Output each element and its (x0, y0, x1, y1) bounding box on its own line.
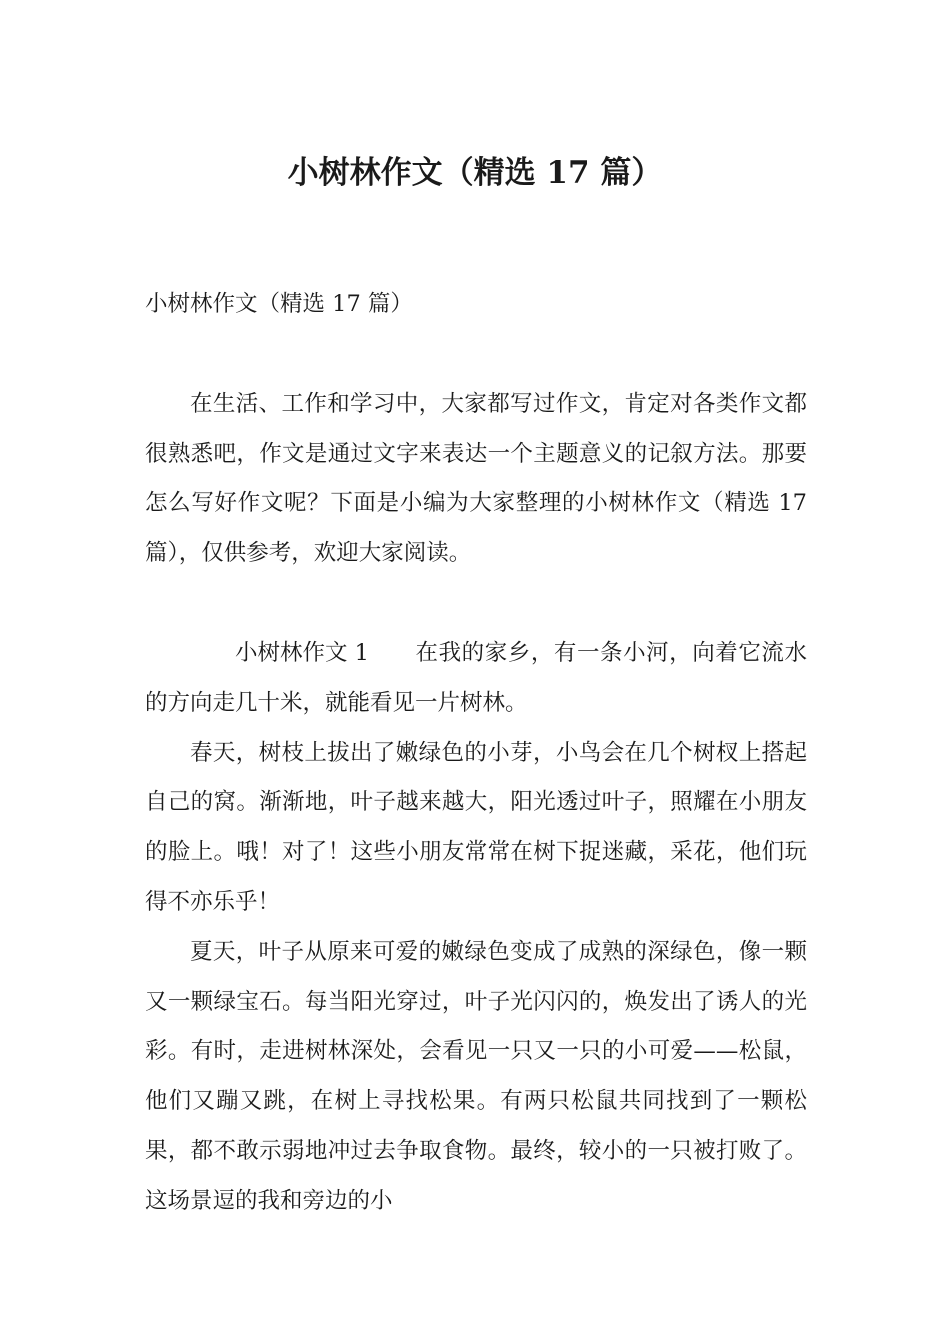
section-1-heading: 小树林作文 1 (235, 639, 369, 666)
intro-paragraph: 在生活、工作和学习中，大家都写过作文，肯定对各类作文都很熟悉吧，作文是通过文字来表达一个主题意义的记叙方法。那要怎么写好作文呢？下面是小编为大家整理的小树林作文（精选 17 篇），仅供参考，欢迎大家阅读。 (145, 390, 807, 567)
paragraph-spring: 春天，树枝上拔出了嫩绿色的小芽，小鸟会在几个树杈上搭起自己的窝。渐渐地，叶子越来越大，阳光透过叶子，照耀在小朋友的脸上。哦！对了！这些小朋友常常在树下捉迷藏，采花，他们玩得不亦乐乎！ (145, 739, 807, 915)
document-subtitle: 小树林作文（精选 17 篇） (145, 291, 413, 317)
document-title: 小树林作文（精选 17 篇） (287, 155, 663, 191)
paragraph-summer: 夏天，叶子从原来可爱的嫩绿色变成了成熟的深绿色，像一颗又一颗绿宝石。每当阳光穿过，叶子光闪闪的，焕发出了诱人的光彩。有时，走进树林深处，会看见一只又一只的小可爱——松鼠，他们又蹦又跳，在树上寻找松果。有两只松鼠共同找到了一颗松果，都不敢示弱地冲过去争取食物。最终，较小的一只被打败了。这场景逗的我和旁边的小 (145, 938, 807, 1214)
document-body (145, 280, 807, 1227)
section-1-first-paragraph (145, 629, 807, 729)
section-1-first-text: 在我的家乡，有一条小河，向着它流水的方向走几十米，就能看见一片树林。 (145, 639, 807, 716)
